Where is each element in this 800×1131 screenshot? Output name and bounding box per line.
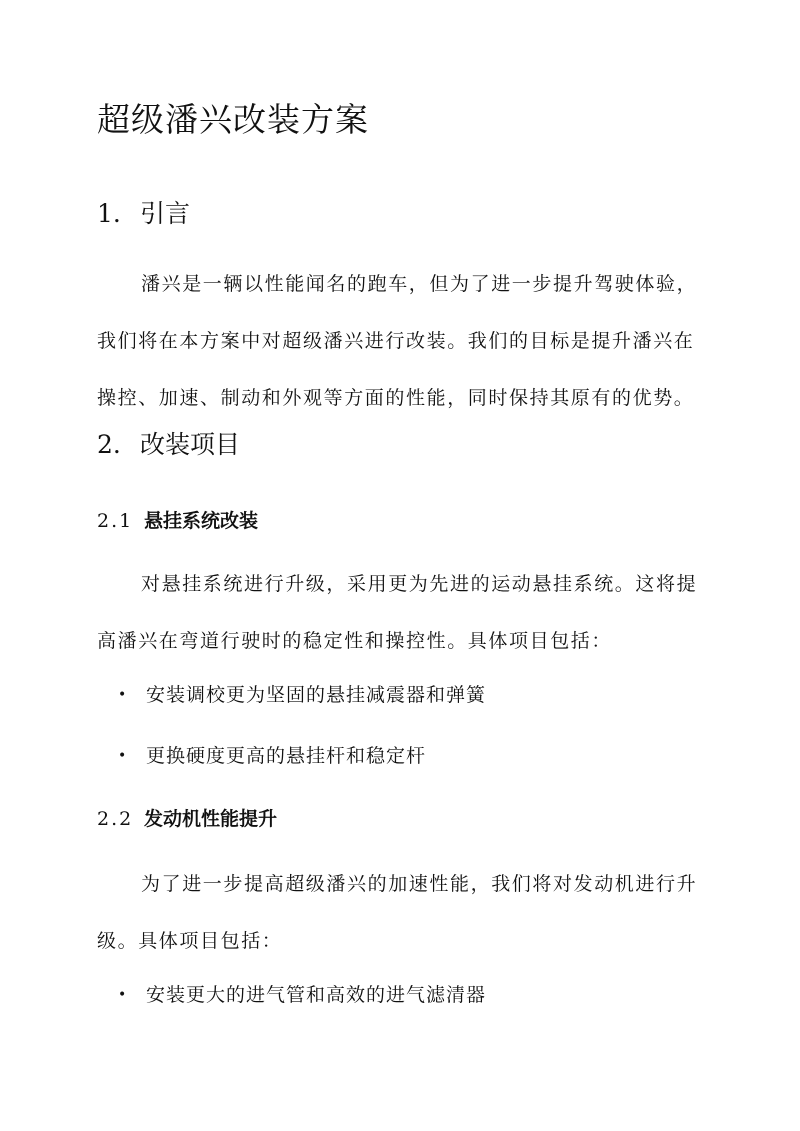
introduction-paragraph: 潘兴是一辆以性能闻名的跑车，但为了进一步提升驾驶体验，我们将在本方案中对超级潘兴进行改装。我们的目标是提升潘兴在操控、加速、制动和外观等方面的性能，同时保持其原有的优势。 (97, 273, 698, 409)
subsection-number: 2.2 (97, 808, 134, 830)
bullet-icon: • (118, 748, 128, 764)
suspension-paragraph: 对悬挂系统进行升级，采用更为先进的运动悬挂系统。这将提高潘兴在弯道行驶时的稳定性和操控性。具体项目包括： (97, 573, 698, 652)
list-item (118, 742, 426, 770)
section-number: 2. (97, 430, 121, 459)
subsection-heading-suspension (97, 507, 258, 535)
list-item (118, 981, 486, 1009)
subsection-heading-engine (97, 805, 277, 833)
list-item-text: 更换硬度更高的悬挂杆和稳定杆 (146, 745, 427, 767)
subsection-title: 悬挂系统改装 (144, 510, 259, 532)
list-item (118, 681, 486, 709)
list-item-text: 安装调校更为坚固的悬挂减震器和弹簧 (146, 684, 487, 706)
subsection-title: 发动机性能提升 (144, 808, 278, 830)
document-title: 超级潘兴改装方案 (97, 100, 369, 139)
engine-paragraph: 为了进一步提高超级潘兴的加速性能，我们将对发动机进行升级。具体项目包括： (97, 873, 698, 952)
section-heading-modifications (97, 427, 240, 463)
section-heading-introduction (97, 196, 190, 232)
list-item-text: 安装更大的进气管和高效的进气滤清器 (146, 984, 487, 1006)
section-number: 1. (97, 199, 121, 228)
section-title: 引言 (140, 199, 191, 228)
bullet-icon: • (118, 687, 128, 703)
subsection-number: 2.1 (97, 510, 134, 532)
bullet-icon: • (118, 987, 128, 1003)
section-title: 改装项目 (140, 430, 241, 459)
